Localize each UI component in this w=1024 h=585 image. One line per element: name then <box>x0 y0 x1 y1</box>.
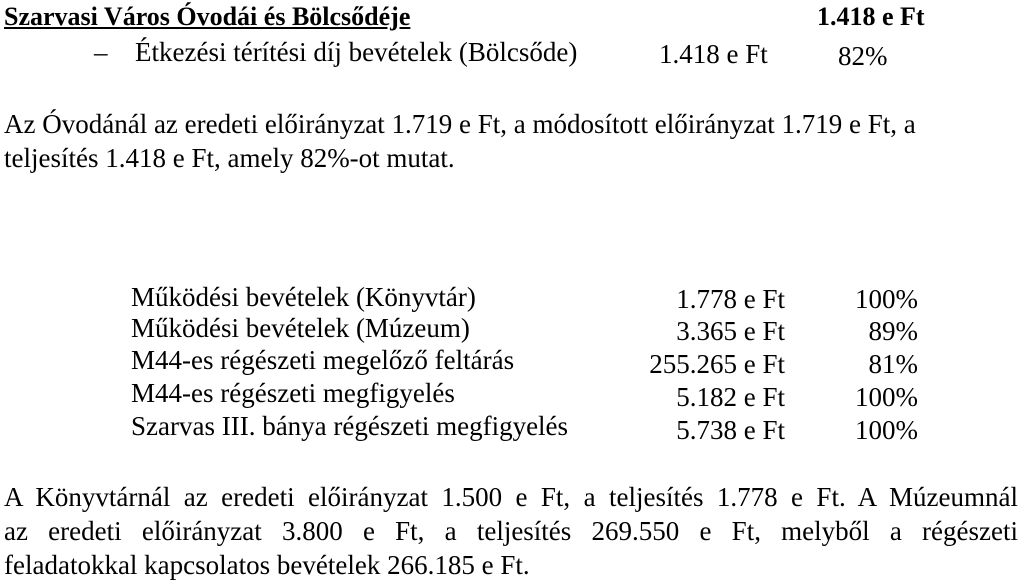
table-row-label: Szarvas III. bánya régészeti megfigyelés <box>131 411 569 441</box>
table-row-percent: 100% <box>855 284 918 314</box>
table-row-percent: 81% <box>868 349 918 379</box>
section-heading-total: 1.418 e Ft <box>817 2 925 31</box>
section-heading: Szarvasi Város Óvodái és Bölcsődéje <box>4 2 411 31</box>
table-row-amount: 5.738 e Ft <box>676 415 785 445</box>
table-row-amount: 1.778 e Ft <box>676 284 785 314</box>
paragraph-line-1: Az Óvodánál az eredeti előirányzat 1.719 e Ft, a módosított előirányzat 1.719 e Ft, a <box>4 109 916 139</box>
item-label: Étkezési térítési díj bevételek (Bölcsőde) <box>135 37 578 67</box>
table-row-percent: 100% <box>855 415 918 445</box>
table-row-label: M44-es régészeti megelőző feltárás <box>131 345 515 375</box>
closing-paragraph-line-1: A Könyvtárnál az eredeti előirányzat 1.500 e Ft, a teljesítés 1.778 e Ft. A Múzeumnál <box>4 482 1018 512</box>
item-dash: – <box>94 37 108 67</box>
table-row-percent: 100% <box>855 382 918 412</box>
closing-paragraph-line-3: feladatokkal kapcsolatos bevételek 266.185 e Ft. <box>4 550 530 580</box>
paragraph-line-2: teljesítés 1.418 e Ft, amely 82%-ot mutat. <box>4 143 455 173</box>
item-percent: 82% <box>838 41 888 71</box>
table-row-amount: 5.182 e Ft <box>676 382 785 412</box>
table-row-amount: 3.365 e Ft <box>676 316 785 346</box>
table-row-percent: 89% <box>868 316 918 346</box>
item-amount: 1.418 e Ft <box>659 39 768 69</box>
table-row-label: Működési bevételek (Múzeum) <box>131 313 470 343</box>
table-row-label: Működési bevételek (Könyvtár) <box>131 282 476 312</box>
closing-paragraph-line-2: az eredeti előirányzat 3.800 e Ft, a teljesítés 269.550 e Ft, melyből a régészeti <box>4 516 1018 546</box>
table-row-label: M44-es régészeti megfigyelés <box>131 378 455 408</box>
table-row-amount: 255.265 e Ft <box>649 349 785 379</box>
